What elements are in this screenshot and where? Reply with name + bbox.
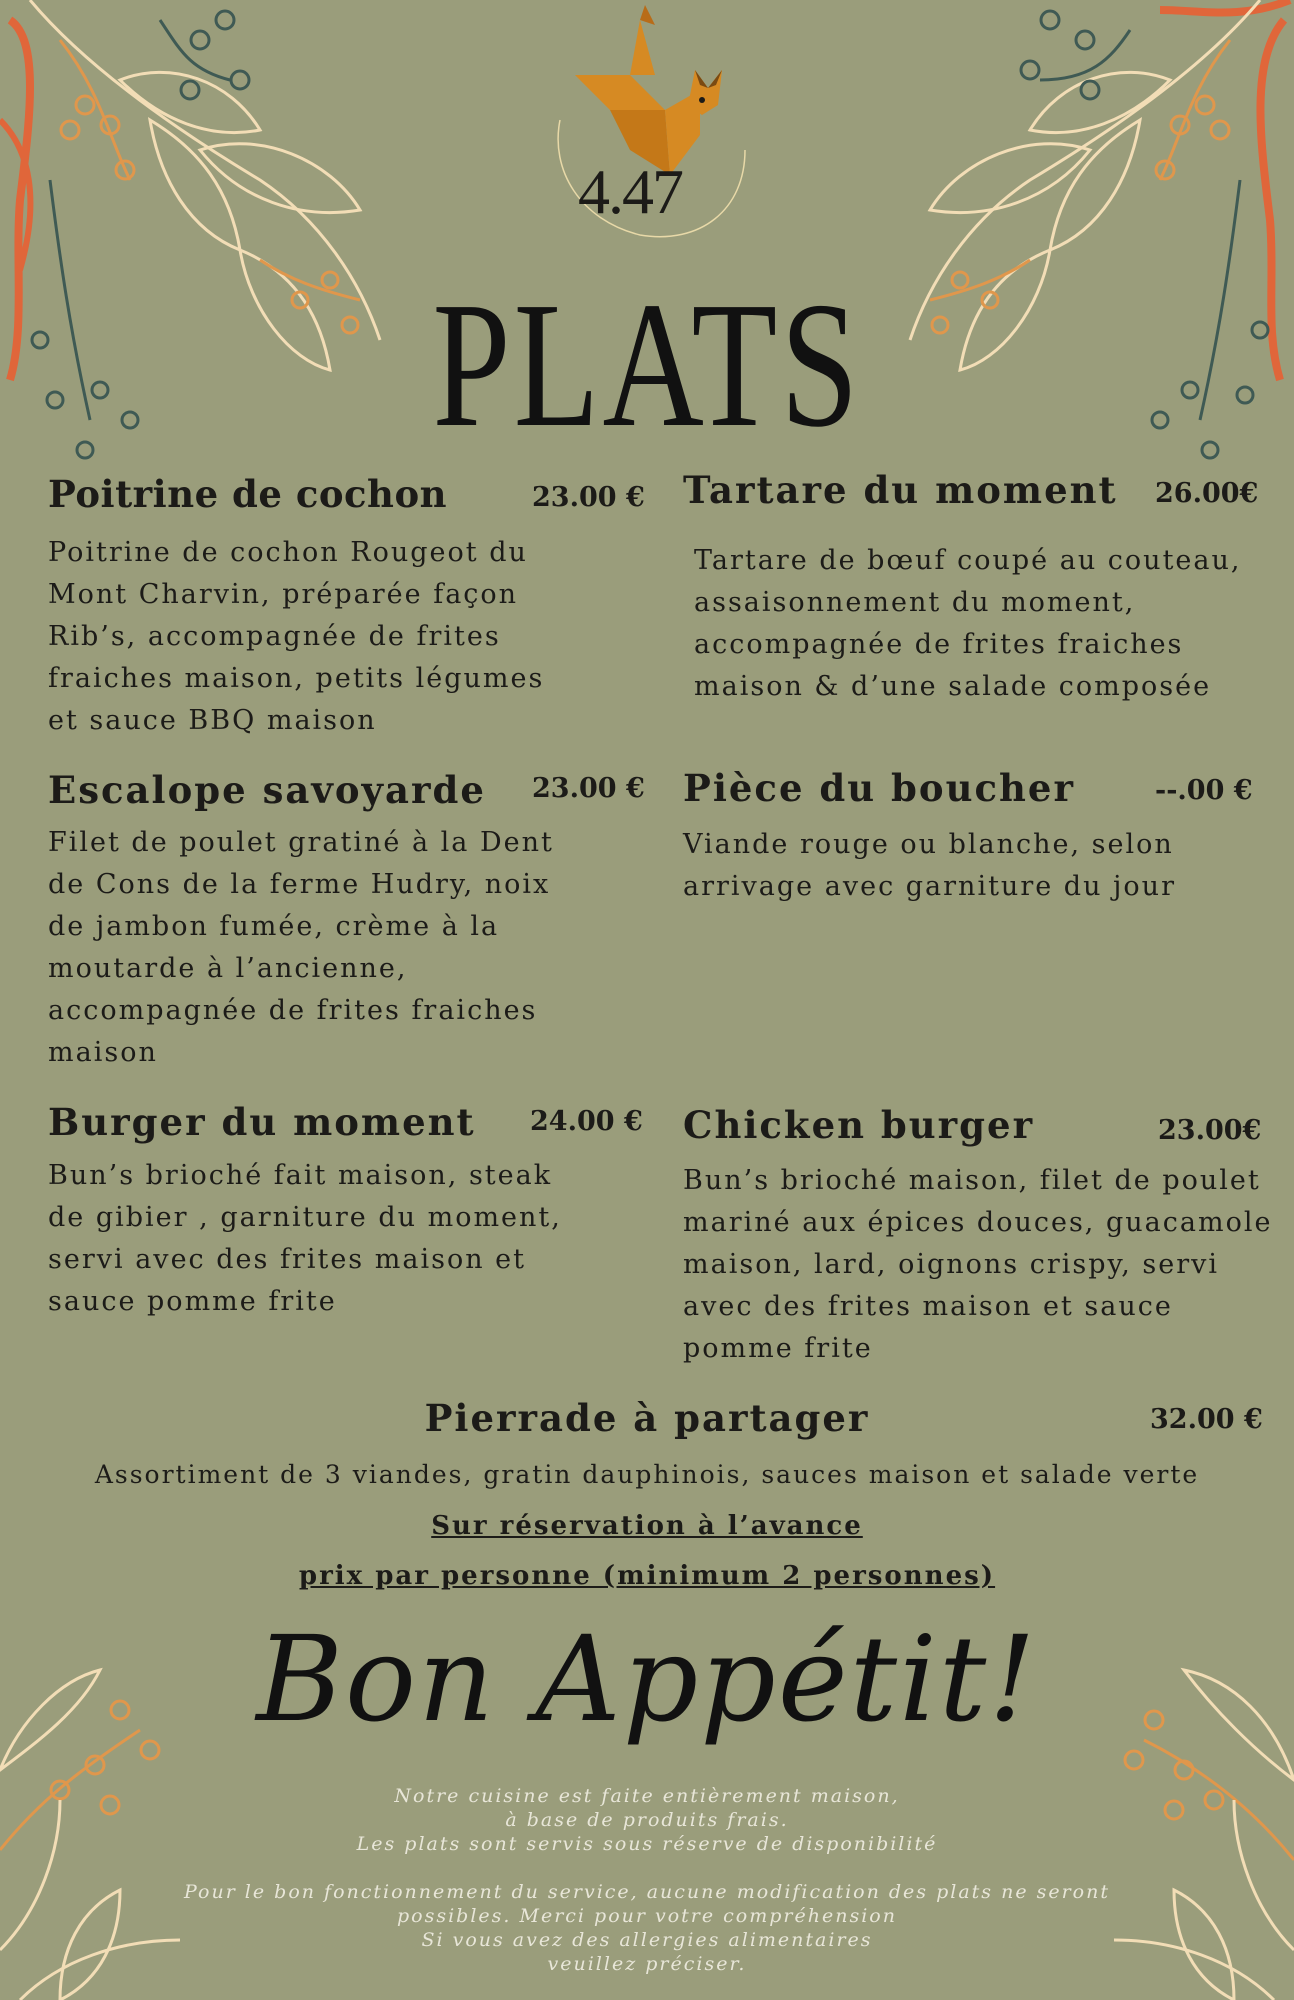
dish-name: Chicken burger — [683, 1103, 1035, 1147]
footer-note-service — [0, 1880, 1294, 1976]
dish-description — [48, 822, 618, 1074]
dish-description — [683, 1160, 1283, 1370]
logo-number: 4.47 — [578, 156, 682, 227]
page-title: PLATS — [432, 265, 862, 464]
desc-line: maison, lard, oignons crispy, servi — [683, 1249, 1220, 1280]
dish-description: Assortiment de 3 viandes, gratin dauphinois, sauces maison et salade verte — [94, 1460, 1200, 1489]
footer-line: Pour le bon fonctionnement du service, aucune modification des plats ne seront — [184, 1881, 1110, 1903]
desc-line: arrivage avec garniture du jour — [683, 871, 1176, 902]
dish-price: 23.00 € — [532, 773, 645, 804]
dish-name: Escalope savoyarde — [48, 768, 486, 812]
desc-line: maison — [48, 1037, 158, 1068]
dish-price: 23.00€ — [1158, 1115, 1262, 1146]
dish-price: 32.00 € — [1150, 1404, 1263, 1435]
dish-name: Pierrade à partager — [424, 1396, 870, 1440]
footer-line: à base de produits frais. — [505, 1809, 789, 1831]
desc-line: servi avec des frites maison et — [48, 1244, 526, 1275]
desc-line: Rib’s, accompagnée de frites — [48, 621, 501, 652]
dish-description — [48, 532, 608, 742]
desc-line: mariné aux épices douces, guacamole — [683, 1207, 1273, 1238]
desc-line: Bun’s brioché fait maison, steak — [48, 1160, 553, 1191]
desc-line: assaisonnement du moment, — [694, 587, 1136, 618]
dish-name: Poitrine de cochon — [48, 472, 448, 516]
desc-line: accompagnée de frites fraiches — [48, 995, 538, 1026]
footer-note-kitchen — [0, 1784, 1294, 1856]
desc-line: fraiches maison, petits légumes — [48, 663, 545, 694]
desc-line: pomme frite — [683, 1333, 873, 1364]
dish-price: 24.00 € — [530, 1106, 643, 1137]
desc-line: Viande rouge ou blanche, selon — [683, 829, 1174, 860]
dish-description — [694, 540, 1274, 708]
desc-line: de jambon fumée, crème à la — [48, 911, 500, 942]
desc-line: accompagnée de frites fraiches — [694, 629, 1184, 660]
dish-price: 23.00 € — [532, 482, 645, 513]
desc-line: maison & d’une salade composée — [694, 671, 1212, 702]
dish-price: --.00 € — [1155, 775, 1253, 806]
desc-line: Bun’s brioché maison, filet de poulet — [683, 1165, 1261, 1196]
bon-appetit-heading: Bon Appétit! — [256, 1610, 1038, 1748]
reservation-note: Sur réservation à l’avance — [431, 1511, 863, 1541]
desc-line: Tartare de bœuf coupé au couteau, — [694, 545, 1242, 576]
dish-name: Burger du moment — [48, 1100, 476, 1144]
footer-line: Notre cuisine est faite entièrement maison, — [394, 1785, 900, 1807]
desc-line: et sauce BBQ maison — [48, 705, 377, 736]
footer-line: Si vous avez des allergies alimentaires — [421, 1929, 873, 1951]
footer-line: possibles. Merci pour votre compréhension — [397, 1905, 897, 1927]
desc-line: moutarde à l’ancienne, — [48, 953, 408, 984]
desc-line: Poitrine de cochon Rougeot du — [48, 537, 528, 568]
desc-line: Mont Charvin, préparée façon — [48, 579, 519, 610]
footer-line: Les plats sont servis sous réserve de disponibilité — [356, 1833, 938, 1855]
price-note: prix par personne (minimum 2 personnes) — [298, 1561, 996, 1591]
desc-line: sauce pomme frite — [48, 1286, 337, 1317]
footer-line: veuillez préciser. — [547, 1953, 747, 1975]
desc-line: de gibier , garniture du moment, — [48, 1202, 562, 1233]
dish-name: Pièce du boucher — [683, 766, 1075, 810]
dish-description — [683, 824, 1273, 908]
dish-price: 26.00€ — [1155, 478, 1259, 509]
desc-line: de Cons de la ferme Hudry, noix — [48, 869, 551, 900]
dish-description — [48, 1155, 628, 1323]
desc-line: avec des frites maison et sauce — [683, 1291, 1173, 1322]
dish-name: Tartare du moment — [683, 468, 1118, 512]
desc-line: Filet de poulet gratiné à la Dent — [48, 827, 554, 858]
